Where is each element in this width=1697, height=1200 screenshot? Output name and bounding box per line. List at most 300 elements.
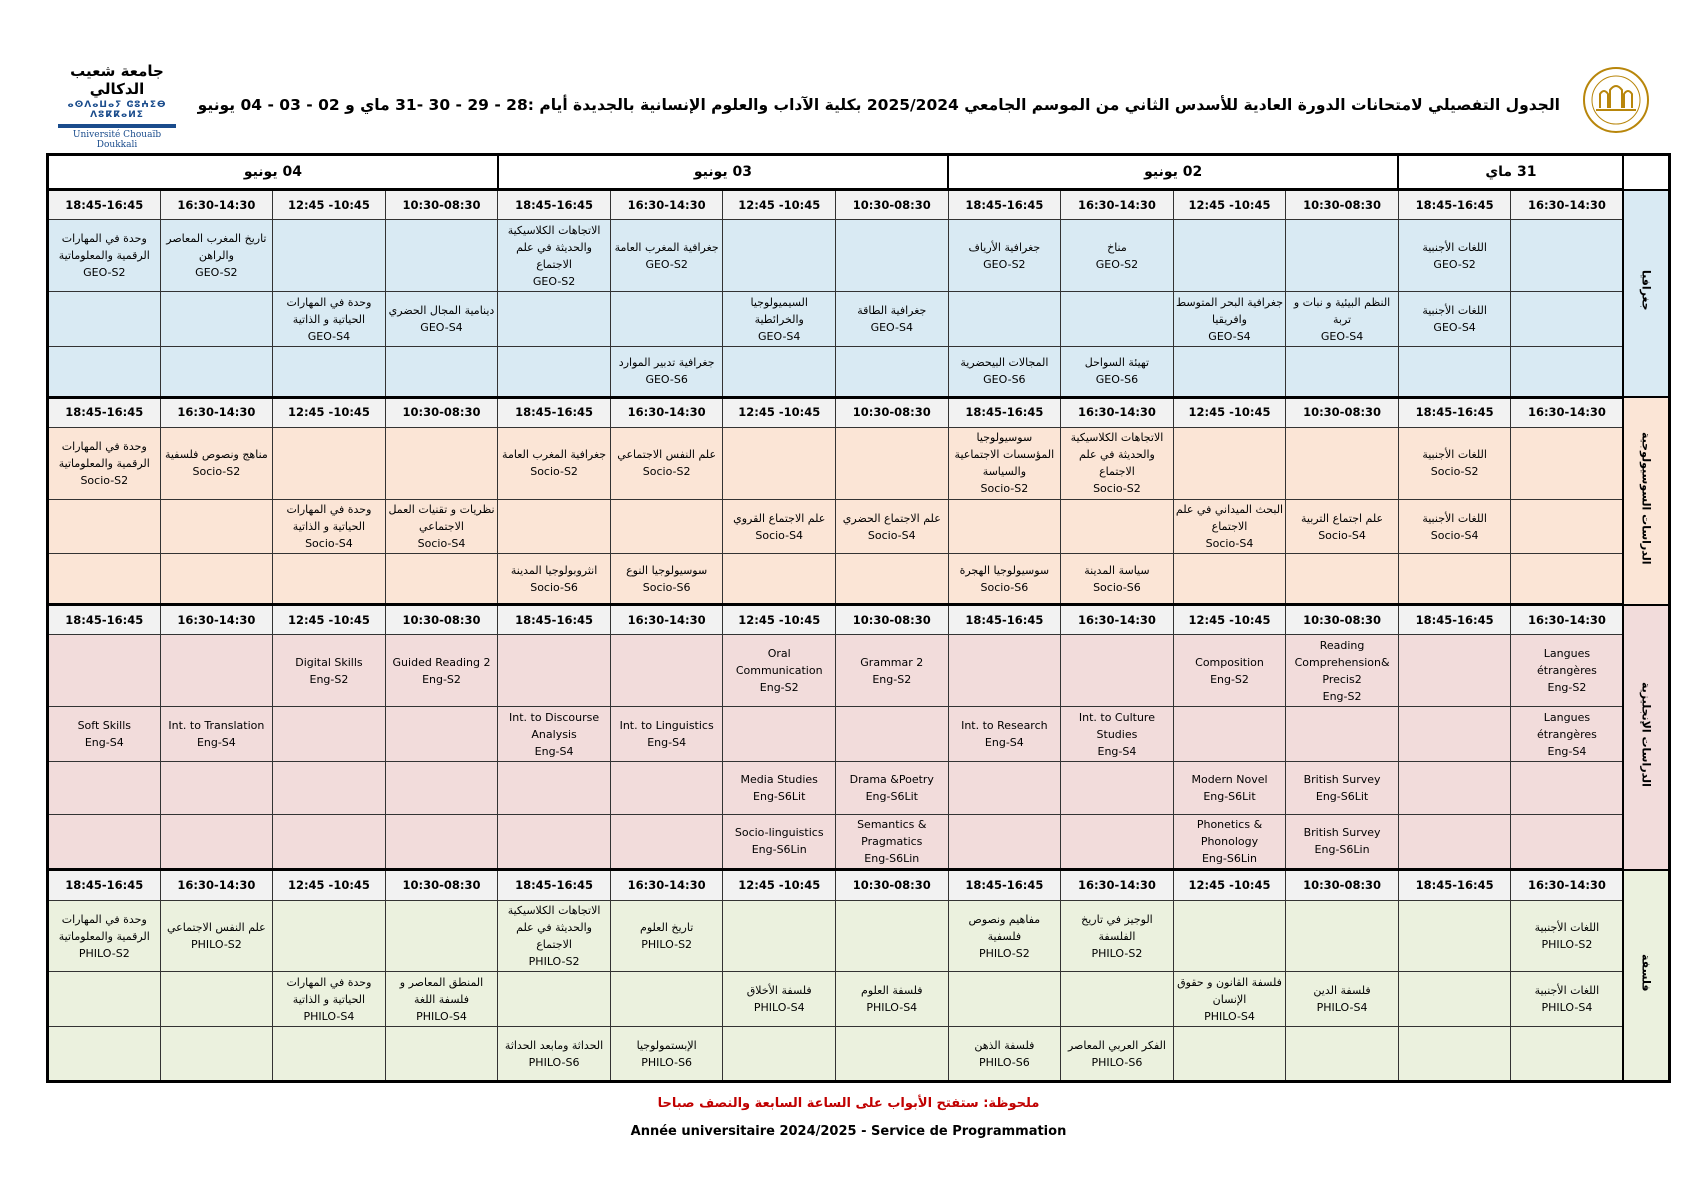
empty-cell [723,707,836,762]
exam-group-code: Eng-S4 [84,736,124,750]
empty-cell [160,1027,273,1082]
empty-cell [723,346,836,397]
empty-cell [48,292,161,347]
exam-group-code: PHILO-S4 [1541,1001,1593,1015]
exam-subject: فلسفة الذهن [974,1038,1035,1052]
empty-cell [1511,427,1624,499]
empty-cell [1173,554,1286,605]
exam-group-code: Socio-S2 [1430,465,1479,479]
empty-cell [948,814,1061,870]
exam-cell [948,427,1061,499]
exam-subject: سوسيولوجيا الهجرة [959,563,1050,577]
exam-cell [1061,427,1174,499]
exam-group-code: GEO-S2 [1095,257,1139,271]
time-slot-row [48,870,1670,900]
empty-cell [498,346,611,397]
exam-cell [273,499,386,554]
empty-cell [1286,346,1399,397]
exam-cell [1398,427,1511,499]
exam-subject: Modern Novel [1191,772,1268,786]
exam-subject: وحدة في المهارات الرقمية والمعلوماتية [58,912,150,943]
empty-cell [610,761,723,814]
time-slot: 12:45 -10:45 [723,190,836,220]
empty-cell [160,635,273,707]
time-slot: 12:45 -10:45 [723,870,836,900]
exam-cell [273,292,386,347]
exam-group-code: Socio-S4 [417,537,466,551]
logo-bar [58,124,176,128]
exam-cell [610,220,723,292]
department-label [1623,190,1669,398]
empty-cell [1511,292,1624,347]
time-slot: 18:45-16:45 [1398,397,1511,427]
empty-cell [948,761,1061,814]
exam-cell [1511,972,1624,1027]
exam-subject: الاتجاهات الكلاسيكية والحديثة في علم الاجتماع [507,904,601,952]
exam-group-code: GEO-S4 [1433,321,1476,335]
department-name: الدراسات الإنجليزية [1639,682,1653,788]
exam-group-code: GEO-S2 [195,266,238,280]
exam-subject: Int. to Culture Studies [1078,710,1155,741]
empty-cell [723,900,836,972]
exam-subject: وحدة في المهارات الحياتية و الذاتية [286,295,372,326]
exam-cell [1061,346,1174,397]
empty-cell [498,761,611,814]
exam-subject: سوسيولوجيا المؤسسات الاجتماعية والسياسة [954,431,1055,479]
empty-cell [1398,761,1511,814]
exam-cell [1061,707,1174,762]
time-slot: 18:45-16:45 [48,190,161,220]
exam-group-code: Eng-S2 [309,672,349,686]
time-slot: 12:45 -10:45 [723,605,836,635]
exam-subject: Int. to Discourse Analysis [509,710,600,741]
exam-cell [948,220,1061,292]
empty-cell [48,814,161,870]
exam-cell [1173,499,1286,554]
empty-cell [1398,900,1511,972]
exam-cell [1173,814,1286,870]
exam-subject: Int. to Research [961,719,1048,733]
exam-subject: اللغات الأجنبية [1422,511,1487,525]
time-slot: 18:45-16:45 [498,190,611,220]
exam-group-code: Eng-S4 [647,736,687,750]
exam-group-code: Socio-S4 [1205,537,1254,551]
exam-subject: تاريخ المغرب المعاصر والراهن [166,232,267,263]
empty-cell [610,635,723,707]
time-slot: 18:45-16:45 [948,870,1061,900]
exam-group-code: Eng-S6Lit [753,789,806,803]
exam-cell [160,220,273,292]
day-header: 03 يونيو [498,155,948,190]
exam-group-code: Socio-S4 [1318,528,1366,542]
empty-cell [1286,900,1399,972]
exam-subject: النظم البيئية و نبات و تربة [1293,295,1391,326]
empty-cell [1511,346,1624,397]
empty-cell [385,554,498,605]
empty-cell [48,761,161,814]
empty-cell [836,346,949,397]
time-slot: 10:30-08:30 [1286,190,1399,220]
time-slot: 18:45-16:45 [948,190,1061,220]
exam-subject: علم الاجتماع القروي [733,511,826,525]
empty-cell [723,220,836,292]
exam-cell [48,427,161,499]
empty-cell [1398,635,1511,707]
empty-cell [160,499,273,554]
time-slot: 16:30-14:30 [1061,190,1174,220]
exam-group-code: GEO-S6 [983,373,1026,387]
exam-group-code: Eng-S4 [196,736,236,750]
exam-subject: البحث الميداني في علم الاجتماع [1175,503,1284,534]
exam-cell [948,346,1061,397]
exam-subject: Reading Comprehension& Precis2 [1294,638,1390,686]
empty-cell [385,761,498,814]
time-slot: 16:30-14:30 [160,397,273,427]
time-slot: 10:30-08:30 [385,397,498,427]
exam-subject: سوسيولوجيا النوع [626,563,708,577]
empty-cell [385,707,498,762]
empty-cell [48,635,161,707]
empty-cell [498,499,611,554]
time-slot: 16:30-14:30 [1061,397,1174,427]
department-name: جغرافيا [1639,270,1653,312]
exam-cell [1286,292,1399,347]
exam-cell [948,900,1061,972]
logo-arabic-text: جامعة شعيب الدكالي [70,62,164,98]
exam-subject: مناخ [1107,240,1127,254]
exam-subject: الفكر العربي المعاصر [1067,1038,1166,1052]
exam-cell [836,972,949,1027]
empty-cell [836,707,949,762]
empty-cell [1173,427,1286,499]
exam-group-code: GEO-S2 [1433,257,1476,271]
exam-row [48,292,1670,347]
empty-cell [385,346,498,397]
empty-cell [836,554,949,605]
time-slot: 18:45-16:45 [948,397,1061,427]
empty-cell [273,346,386,397]
exam-cell [160,707,273,762]
exam-group-code: Eng-S6Lit [1203,789,1256,803]
exam-subject: جغرافية المغرب العامة [614,240,719,254]
exam-subject: انثروبولوجيا المدينة [510,563,598,577]
exam-cell [1511,900,1624,972]
empty-cell [1173,220,1286,292]
empty-cell [1061,761,1174,814]
exam-cell [1286,761,1399,814]
time-slot: 18:45-16:45 [498,605,611,635]
exam-row [48,1027,1670,1082]
empty-cell [385,220,498,292]
exam-group-code: Eng-S6Lin [1314,843,1370,857]
time-slot: 18:45-16:45 [48,605,161,635]
exam-subject: تاريخ العلوم [640,921,694,935]
empty-cell [836,1027,949,1082]
exam-subject: Oral Communication [735,647,823,678]
empty-cell [385,814,498,870]
exam-group-code: Socio-S4 [1430,528,1479,542]
day-header: 02 يونيو [948,155,1398,190]
time-slot: 10:30-08:30 [1286,870,1399,900]
exam-group-code: Socio-S4 [867,528,916,542]
exam-cell [48,900,161,972]
exam-subject: جغرافية البحر المتوسط وافريقيا [1175,295,1284,326]
exam-subject: Media Studies [740,772,818,786]
time-slot: 10:30-08:30 [385,190,498,220]
exam-row [48,635,1670,707]
exam-subject: Int. to Translation [168,719,265,733]
time-slot: 12:45 -10:45 [273,397,386,427]
exam-cell [610,554,723,605]
exam-cell [1173,292,1286,347]
empty-cell [160,761,273,814]
time-slot: 16:30-14:30 [1511,605,1624,635]
exam-group-code: PHILO-S2 [190,938,242,952]
exam-subject: فلسفة الدين [1313,984,1371,998]
exam-cell [48,220,161,292]
exam-cell [1061,1027,1174,1082]
time-slot: 16:30-14:30 [160,190,273,220]
exam-group-code: Socio-S2 [192,465,241,479]
time-slot: 12:45 -10:45 [273,190,386,220]
exam-subject: Guided Reading 2 [392,655,491,669]
exam-cell [836,761,949,814]
exam-group-code: GEO-S6 [645,373,688,387]
exam-group-code: GEO-S6 [1095,373,1139,387]
corner-cell [1623,155,1669,190]
exam-subject: اللغات الأجنبية [1422,304,1487,318]
exam-cell [1286,972,1399,1027]
exam-cell [1061,554,1174,605]
day-header-row [48,155,1670,190]
exam-group-code: Eng-S2 [422,672,461,686]
exam-group-code: GEO-S4 [758,329,801,343]
time-slot: 16:30-14:30 [1511,190,1624,220]
exam-cell [385,635,498,707]
exam-cell [1398,499,1511,554]
empty-cell [1511,554,1624,605]
empty-cell [1286,220,1399,292]
exam-group-code: PHILO-S4 [753,1001,805,1015]
exam-group-code: PHILO-S2 [528,955,580,969]
exam-subject: علم النفس الاجتماعي [617,448,717,462]
exam-subject: الاتجاهات الكلاسيكية والحديثة في علم الاجتماع [507,223,601,271]
exam-subject: الحداثة ومابعد الحداثة [504,1038,604,1052]
empty-cell [385,900,498,972]
exam-subject: British Survey [1303,772,1381,786]
time-slot-row [48,397,1670,427]
time-slot: 12:45 -10:45 [723,397,836,427]
empty-cell [1061,292,1174,347]
exam-group-code: Socio-S2 [530,465,578,479]
exam-subject: فلسفة الأخلاق [746,984,812,998]
exam-group-code: PHILO-S2 [641,938,693,952]
exam-cell [1286,814,1399,870]
time-slot: 10:30-08:30 [836,870,949,900]
day-header: 31 ماي [1398,155,1623,190]
exam-group-code: Eng-S4 [1547,744,1587,758]
exam-group-code: PHILO-S2 [1541,938,1593,952]
exam-group-code: Eng-S4 [1097,744,1137,758]
exam-subject: Langues étrangères [1537,647,1597,678]
time-slot: 16:30-14:30 [610,605,723,635]
exam-subject: سياسة المدينة [1084,563,1150,577]
empty-cell [1173,900,1286,972]
exam-group-code: PHILO-S4 [416,1009,467,1023]
exam-subject: جغرافية الطاقة [857,304,927,318]
exam-cell [498,220,611,292]
exam-subject: Composition [1195,655,1264,669]
exam-group-code: PHILO-S6 [641,1055,693,1069]
empty-cell [1061,499,1174,554]
exam-cell [498,1027,611,1082]
time-slot: 18:45-16:45 [1398,605,1511,635]
exam-subject: Drama &Poetry [849,772,934,786]
exam-group-code: GEO-S4 [1320,329,1364,343]
exam-group-code: Socio-S2 [1093,482,1141,496]
exam-group-code: PHILO-S6 [1091,1055,1143,1069]
exam-group-code: Eng-S2 [872,672,912,686]
empty-cell [273,427,386,499]
exam-group-code: Socio-S2 [980,482,1029,496]
empty-cell [723,1027,836,1082]
exam-subject: علم الاجتماع الحضري [842,511,941,525]
exam-cell [385,499,498,554]
time-slot: 18:45-16:45 [498,397,611,427]
exam-cell [723,972,836,1027]
exam-cell [1511,635,1624,707]
empty-cell [1398,346,1511,397]
time-slot: 12:45 -10:45 [273,870,386,900]
logo-french-text: Université Chouaïb Doukkali [72,130,162,150]
empty-cell [385,1027,498,1082]
exam-group-code: Socio-S4 [755,528,804,542]
exam-row [48,707,1670,762]
exam-schedule-table [46,153,1671,1083]
exam-subject: British Survey [1303,826,1381,840]
time-slot: 16:30-14:30 [1061,870,1174,900]
exam-subject: Phonetics & Phonology [1196,817,1263,848]
time-slot: 10:30-08:30 [836,190,949,220]
exam-cell [1398,220,1511,292]
exam-subject: وحدة في المهارات الرقمية والمعلوماتية [58,232,150,263]
exam-group-code: GEO-S4 [1208,329,1251,343]
exam-cell [610,346,723,397]
time-slot: 16:30-14:30 [610,870,723,900]
empty-cell [1511,1027,1624,1082]
exam-group-code: Socio-S6 [642,580,691,594]
empty-cell [160,814,273,870]
empty-cell [1511,814,1624,870]
exam-group-code: GEO-S2 [83,266,126,280]
empty-cell [160,292,273,347]
exam-row [48,499,1670,554]
page-title: الجدول التفصيلي لامتحانات الدورة العادية للأسدس الثاني من الموسم الجامعي 2025/2024 بكلية الآداب والعلوم الإنسانية بالجديدة أيام :28 - 29 - 30 -31 ماي و 02 - 03 - 04 يونيو [197,96,1560,114]
exam-subject: الوجيز في تاريخ الفلسفة [1081,912,1153,943]
empty-cell [273,707,386,762]
university-logo [52,62,182,148]
exam-cell [1061,900,1174,972]
exam-cell [498,707,611,762]
empty-cell [273,761,386,814]
exam-row [48,427,1670,499]
empty-cell [48,499,161,554]
exam-cell [273,972,386,1027]
empty-cell [48,346,161,397]
exam-group-code: Eng-S6Lit [865,789,918,803]
time-slot: 12:45 -10:45 [1173,190,1286,220]
empty-cell [1511,761,1624,814]
time-slot-row [48,190,1670,220]
empty-cell [385,427,498,499]
empty-cell [1061,814,1174,870]
exam-cell [160,427,273,499]
exam-group-code: PHILO-S2 [1091,946,1143,960]
exam-subject: علم اجتماع التربية [1301,511,1384,525]
exam-group-code: Socio-S2 [80,473,129,487]
empty-cell [273,900,386,972]
empty-cell [610,814,723,870]
exam-subject: المجالات البيحضرية [960,356,1049,370]
time-slot: 16:30-14:30 [1061,605,1174,635]
exam-group-code: PHILO-S4 [866,1001,918,1015]
exam-cell [48,707,161,762]
exam-group-code: PHILO-S6 [528,1055,580,1069]
department-name: فلسفة [1639,954,1653,992]
exam-cell [723,814,836,870]
exam-cell [1398,292,1511,347]
exam-cell [723,292,836,347]
exam-subject: المنطق المعاصر و فلسفة اللغة [399,975,484,1006]
empty-cell [48,972,161,1027]
exam-subject: اللغات الأجنبية [1422,240,1487,254]
time-slot-row [48,605,1670,635]
exam-cell [498,427,611,499]
time-slot: 10:30-08:30 [1286,397,1399,427]
empty-cell [1173,707,1286,762]
exam-group-code: PHILO-S2 [978,946,1030,960]
time-slot: 10:30-08:30 [385,870,498,900]
exam-subject: Grammar 2 [860,655,924,669]
empty-cell [610,972,723,1027]
time-slot: 16:30-14:30 [610,397,723,427]
exam-subject: علم النفس الاجتماعي [167,921,266,935]
empty-cell [498,814,611,870]
time-slot: 10:30-08:30 [1286,605,1399,635]
exam-row [48,814,1670,870]
exam-subject: تهيئة السواحل [1084,356,1150,370]
empty-cell [836,900,949,972]
exam-group-code: GEO-S4 [307,329,351,343]
exam-cell [610,900,723,972]
time-slot: 16:30-14:30 [1511,870,1624,900]
footer-note: ملحوظة: ستفتح الأبواب على الساعة السابعة والنصف صباحا [657,1096,1040,1111]
exam-cell [836,635,949,707]
exam-subject: جغرافية المغرب العامة [502,448,607,462]
time-slot: 18:45-16:45 [1398,870,1511,900]
exam-cell [1173,972,1286,1027]
exam-cell [610,1027,723,1082]
empty-cell [1173,1027,1286,1082]
time-slot: 16:30-14:30 [610,190,723,220]
empty-cell [1511,220,1624,292]
time-slot: 12:45 -10:45 [1173,397,1286,427]
time-slot: 16:30-14:30 [1511,397,1624,427]
empty-cell [160,554,273,605]
exam-row [48,346,1670,397]
empty-cell [948,635,1061,707]
exam-subject: Int. to Linguistics [619,719,714,733]
